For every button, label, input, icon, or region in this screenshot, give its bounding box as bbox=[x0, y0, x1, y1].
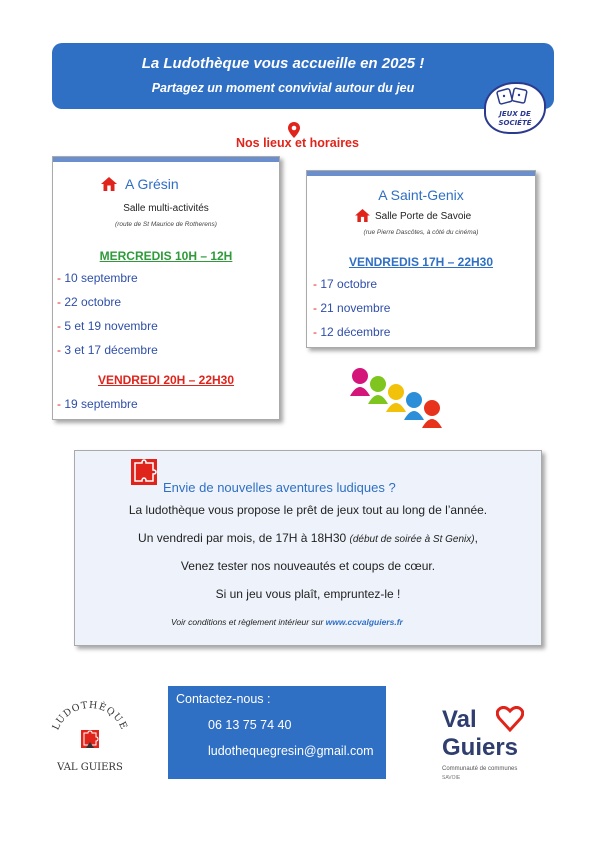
date-item: - 22 octobre bbox=[57, 295, 122, 309]
date-item: - 3 et 17 décembre bbox=[57, 343, 158, 357]
saint-genix-venue: Salle Porte de Savoie bbox=[375, 211, 472, 222]
website-link[interactable]: www.ccvalguiers.fr bbox=[325, 617, 403, 627]
house-icon bbox=[101, 177, 117, 191]
info-line-1: La ludothèque vous propose le prêt de jeux tout au long de l’année. bbox=[128, 503, 488, 517]
svg-text:LUDOTHÈQUE: LUDOTHÈQUE bbox=[50, 700, 130, 732]
ludotheque-logo-bottom: VAL GUIERS bbox=[57, 762, 123, 773]
gresin-title: A Grésin bbox=[125, 176, 179, 192]
heart-icon bbox=[496, 706, 524, 732]
gresin-address: (route de St Maurice de Rotherens) bbox=[115, 221, 217, 228]
svg-text:SOCIÉTÉ: SOCIÉTÉ bbox=[498, 119, 532, 127]
date-item: - 5 et 19 novembre bbox=[57, 319, 158, 333]
val-guiers-logo bbox=[440, 700, 550, 790]
date-item: - 10 septembre bbox=[57, 271, 138, 285]
saint-genix-schedule: VENDREDIS 17H – 22H30 bbox=[348, 255, 494, 269]
val-guiers-subtitle: Communauté de communes bbox=[442, 766, 518, 772]
gresin-schedule-wednesday: MERCREDIS 10H – 12H bbox=[99, 249, 233, 263]
card-top-border bbox=[53, 157, 279, 162]
saint-genix-address: (rue Pierre Dascôtes, à côté du cinéma) bbox=[363, 229, 479, 236]
contact-phone[interactable]: 06 13 75 74 40 bbox=[208, 718, 292, 732]
puzzle-icon bbox=[131, 459, 157, 485]
date-item: - 21 novembre bbox=[313, 301, 391, 315]
info-line-4: Si un jeu vous plaît, empruntez-le ! bbox=[215, 587, 401, 601]
header-banner bbox=[52, 43, 554, 109]
saint-genix-title: A Saint-Genix bbox=[378, 187, 464, 203]
ludotheque-logo bbox=[40, 700, 140, 780]
info-line-3: Venez tester nos nouveautés et coups de cœur. bbox=[180, 559, 436, 573]
places-title: Nos lieux et horaires bbox=[236, 136, 359, 150]
gresin-card bbox=[52, 156, 280, 420]
val-guiers-word-2: Guiers bbox=[442, 734, 519, 761]
date-item: - 12 décembre bbox=[313, 325, 391, 339]
svg-text:JEUX DE: JEUX DE bbox=[499, 110, 531, 118]
banner-title: La Ludothèque vous accueille en 2025 ! bbox=[141, 55, 425, 72]
gresin-venue: Salle multi-activités bbox=[123, 203, 209, 214]
card-top-border bbox=[307, 171, 535, 176]
val-guiers-region: SAVOIE bbox=[442, 775, 461, 781]
contact-label: Contactez-nous : bbox=[176, 692, 271, 706]
info-box bbox=[74, 450, 542, 646]
saint-genix-card bbox=[306, 170, 536, 348]
contact-email[interactable]: ludothequegresin@gmail.com bbox=[208, 744, 374, 758]
contact-box bbox=[168, 686, 386, 779]
val-guiers-word-1: Val bbox=[442, 706, 477, 733]
date-item: - 17 octobre bbox=[313, 277, 378, 291]
game-pawns-image bbox=[340, 362, 450, 434]
gresin-schedule-friday: VENDREDI 20H – 22H30 bbox=[97, 373, 235, 387]
dice-icon bbox=[484, 82, 546, 134]
info-conditions: Voir conditions et règlement intérieur sur www.ccvalguiers.fr bbox=[171, 617, 403, 627]
info-line-2: Un vendredi par mois, de 17H à 18H30 (début de soirée à St Genix), bbox=[138, 531, 478, 545]
info-title: Envie de nouvelles aventures ludiques ? bbox=[163, 480, 396, 495]
house-icon bbox=[355, 209, 370, 222]
banner-subtitle: Partagez un moment convivial autour du jeu bbox=[151, 81, 415, 95]
date-item: - 19 septembre bbox=[57, 397, 138, 411]
